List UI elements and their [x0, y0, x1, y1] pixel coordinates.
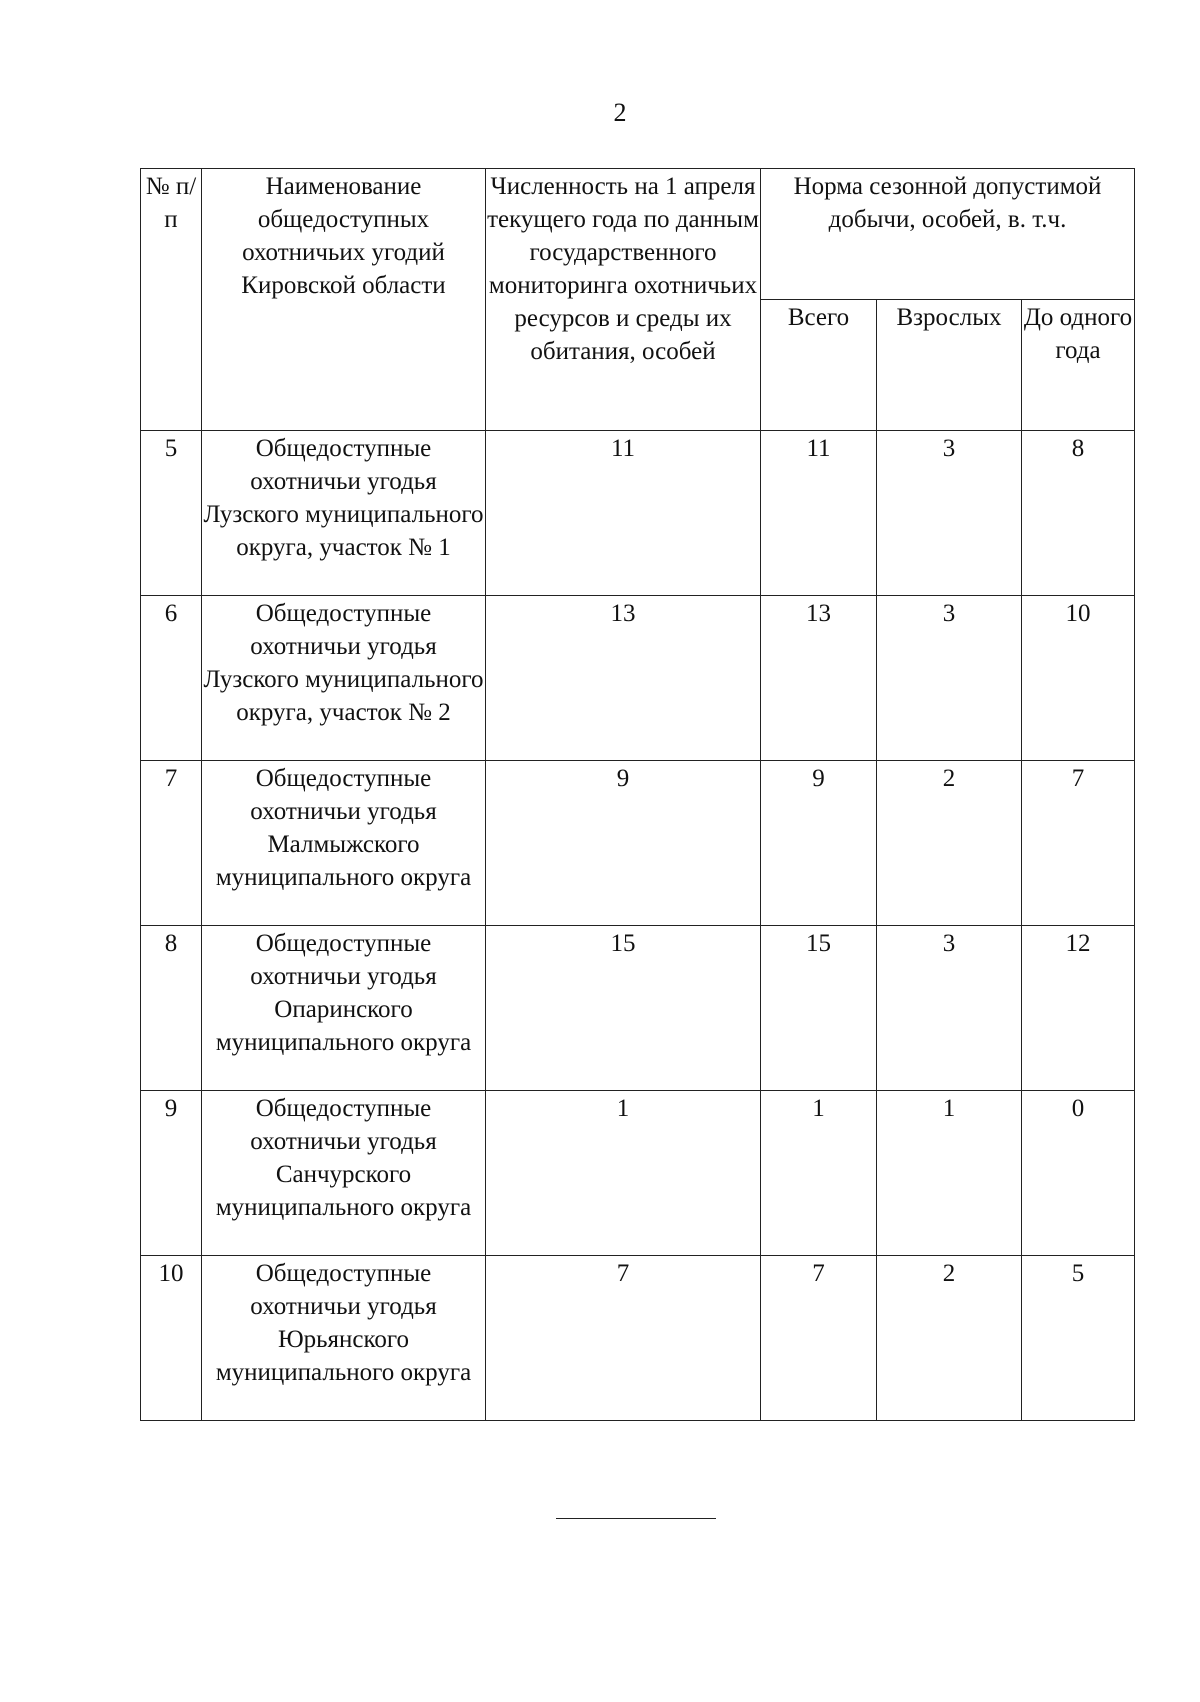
row-total: 15: [761, 926, 877, 1091]
row-population: 11: [486, 431, 761, 596]
row-population: 13: [486, 596, 761, 761]
row-total: 11: [761, 431, 877, 596]
row-young: 7: [1022, 761, 1135, 926]
row-adults: 3: [877, 431, 1022, 596]
row-young: 5: [1022, 1256, 1135, 1421]
table-row: [141, 926, 1135, 1091]
row-population: 1: [486, 1091, 761, 1256]
row-num: 5: [141, 431, 202, 596]
row-total: 9: [761, 761, 877, 926]
row-name: Общедоступные охотничьи угодья Санчурского муниципального округа: [202, 1091, 486, 1256]
hunting-quota-table: [140, 168, 1135, 1421]
row-adults: 3: [877, 596, 1022, 761]
row-num: 6: [141, 596, 202, 761]
table-row: [141, 761, 1135, 926]
row-total: 1: [761, 1091, 877, 1256]
row-adults: 2: [877, 761, 1022, 926]
table-row: [141, 1091, 1135, 1256]
table-row: [141, 1256, 1135, 1421]
row-num: 7: [141, 761, 202, 926]
row-name: Общедоступные охотничьи угодья Лузского муниципального округа, участок № 1: [202, 431, 486, 596]
row-total: 13: [761, 596, 877, 761]
page-number: 2: [613, 98, 627, 127]
row-population: 9: [486, 761, 761, 926]
row-num: 8: [141, 926, 202, 1091]
row-adults: 1: [877, 1091, 1022, 1256]
table-row: [141, 596, 1135, 761]
row-total: 7: [761, 1256, 877, 1421]
row-population: 7: [486, 1256, 761, 1421]
header-quota: Норма сезонной допустимой добычи, особей, в. т.ч.: [761, 169, 1135, 300]
header-num: № п/п: [141, 169, 202, 431]
row-young: 0: [1022, 1091, 1135, 1256]
row-name: Общедоступные охотничьи угодья Малмыжского муниципального округа: [202, 761, 486, 926]
header-population: Численность на 1 апреля текущего года по данным государственного мониторинга охотничьих ресурсов и среды их обитания, особей: [486, 169, 761, 431]
header-young: До одного года: [1022, 300, 1135, 431]
row-young: 8: [1022, 431, 1135, 596]
header-adults: Взрослых: [877, 300, 1022, 431]
row-num: 9: [141, 1091, 202, 1256]
end-divider: [556, 1518, 716, 1519]
header-name: Наименование общедоступных охотничьих угодий Кировской области: [202, 169, 486, 431]
row-young: 10: [1022, 596, 1135, 761]
header-row-top: [141, 169, 1135, 300]
row-adults: 2: [877, 1256, 1022, 1421]
table-row: [141, 431, 1135, 596]
row-young: 12: [1022, 926, 1135, 1091]
row-name: Общедоступные охотничьи угодья Лузского муниципального округа, участок № 2: [202, 596, 486, 761]
row-name: Общедоступные охотничьи угодья Юрьянского муниципального округа: [202, 1256, 486, 1421]
row-name: Общедоступные охотничьи угодья Опаринского муниципального округа: [202, 926, 486, 1091]
row-adults: 3: [877, 926, 1022, 1091]
header-total: Всего: [761, 300, 877, 431]
row-population: 15: [486, 926, 761, 1091]
row-num: 10: [141, 1256, 202, 1421]
